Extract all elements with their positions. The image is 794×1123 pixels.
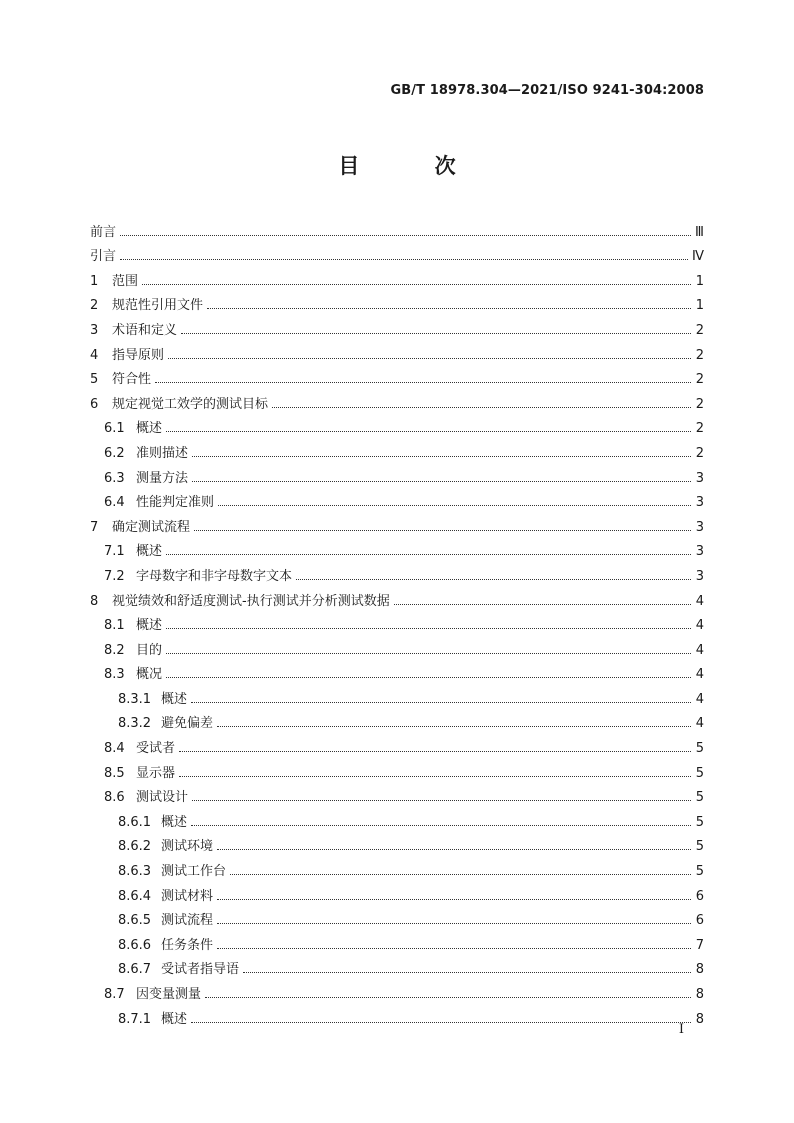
toc-entry-page: 2 [695,322,704,338]
toc-entry-page: 6 [695,913,704,929]
toc-entry-label: 指导原则 [112,347,165,363]
toc-leader-dots [192,456,691,457]
toc-leader-dots [296,579,691,580]
toc-leader-dots [166,653,691,654]
toc-entry-label: 前言 [90,224,117,240]
toc-entry[interactable] [90,535,704,560]
toc-entry[interactable] [90,707,704,732]
toc-leader-dots [166,431,691,432]
table-of-contents [90,215,704,1027]
toc-entry[interactable] [90,609,704,634]
toc-entry-label: 符合性 [112,372,152,388]
toc-entry-number: 8.6 [104,790,125,806]
page-number: I [678,1022,684,1037]
toc-entry-label: 规定视觉工效学的测试目标 [112,396,269,412]
toc-leader-dots [207,308,691,309]
toc-entry[interactable] [90,387,704,412]
toc-entry-number: 8.3 [104,667,125,683]
toc-entry-number: 3 [90,322,99,338]
toc-entry[interactable] [90,879,704,904]
toc-entry-label: 字母数字和非字母数字文本 [136,568,293,584]
toc-entry-label: 视觉绩效和舒适度测试-执行测试并分析测试数据 [112,593,390,609]
toc-leader-dots [120,259,688,260]
toc-entry-page: 4 [695,667,704,683]
toc-entry-page: 4 [695,691,704,707]
toc-entry-page: 3 [695,495,704,511]
toc-entry-label: 目的 [136,642,163,658]
toc-entry-page: 8 [695,962,704,978]
toc-entry[interactable] [90,731,704,756]
toc-entry-number: 7.1 [104,544,125,560]
toc-entry-label: 显示器 [136,765,176,781]
toc-entry[interactable] [90,363,704,388]
toc-entry[interactable] [90,240,704,265]
toc-entry[interactable] [90,264,704,289]
toc-leader-dots [272,407,691,408]
toc-entry-page: 5 [695,765,704,781]
toc-entry[interactable] [90,1002,704,1027]
toc-leader-dots [155,382,691,383]
standard-code: GB/T 18978.304—2021/ISO 9241-304:2008 [390,83,704,98]
toc-entry[interactable] [90,436,704,461]
toc-entry-page: 5 [695,864,704,880]
toc-entry-label: 范围 [112,273,139,289]
toc-entry-number: 7 [90,519,99,535]
toc-entry-number: 8.6.5 [118,913,152,929]
toc-entry-label: 测试工作台 [161,864,227,880]
toc-entry-label: 测试材料 [161,888,214,904]
toc-entry-label: 测试流程 [161,913,214,929]
toc-entry[interactable] [90,805,704,830]
toc-entry-page: 2 [695,421,704,437]
toc-entry-page: 8 [695,987,704,1002]
toc-entry-page: 8 [695,1011,704,1027]
toc-leader-dots [191,702,691,703]
toc-entry-number: 2 [90,298,99,314]
toc-entry-label: 概述 [161,1011,188,1027]
toc-entry[interactable] [90,756,704,781]
toc-entry-number: 8.3.1 [118,691,152,707]
toc-leader-dots [166,554,691,555]
toc-entry-page: 6 [695,888,704,904]
toc-entry-label: 测量方法 [136,470,189,486]
toc-entry-number: 7.2 [104,568,125,584]
toc-leader-dots [142,284,691,285]
toc-entry[interactable] [90,338,704,363]
toc-entry-number: 6.2 [104,445,125,461]
toc-entry-page: 2 [695,396,704,412]
toc-leader-dots [217,948,691,949]
toc-entry-page: 5 [695,814,704,830]
toc-entry-page: 4 [695,716,704,732]
toc-entry[interactable] [90,928,704,953]
toc-entry-number: 8.1 [104,618,125,634]
toc-entry-label: 概述 [136,618,163,634]
toc-entry-label: 概况 [136,667,163,683]
page-title: 目 次 [338,154,490,178]
toc-entry[interactable] [90,559,704,584]
toc-entry-number: 5 [90,372,99,388]
toc-entry-label: 因变量测量 [136,987,202,1002]
toc-leader-dots [243,972,691,973]
toc-entry-number: 8.4 [104,741,125,757]
toc-entry-page: 5 [695,741,704,757]
toc-leader-dots [230,874,691,875]
toc-leader-dots [179,776,691,777]
toc-leader-dots [205,997,691,998]
toc-entry-page: Ⅲ [695,224,704,240]
toc-entry-label: 受试者指导语 [161,962,240,978]
toc-entry[interactable] [90,633,704,658]
toc-entry-page: 4 [695,618,704,634]
toc-leader-dots [191,825,691,826]
toc-entry-number: 8.6.1 [118,814,152,830]
toc-entry-label: 术语和定义 [112,322,178,338]
toc-entry[interactable] [90,412,704,437]
toc-entry-number: 8.7.1 [118,1011,152,1027]
toc-entry[interactable] [90,289,704,314]
toc-entry-label: 测试设计 [136,790,189,806]
toc-entry-page: 1 [695,273,704,289]
toc-entry[interactable] [90,682,704,707]
toc-entry-number: 6.1 [104,421,125,437]
toc-entry-label: 受试者 [136,741,176,757]
toc-entry-number: 8 [90,593,99,609]
toc-entry[interactable] [90,486,704,511]
toc-entry-label: 概述 [136,544,163,560]
toc-entry[interactable] [90,510,704,535]
toc-entry-page: 2 [695,347,704,363]
toc-entry-number: 8.2 [104,642,125,658]
toc-leader-dots [217,899,691,900]
toc-leader-dots [179,751,691,752]
toc-entry-number: 6.4 [104,495,125,511]
toc-leader-dots [181,333,691,334]
toc-entry-number: 8.6.6 [118,937,152,953]
toc-entry-page: 4 [695,642,704,658]
toc-leader-dots [168,358,691,359]
toc-entry[interactable] [90,461,704,486]
toc-entry-label: 测试环境 [161,839,214,855]
toc-entry-number: 1 [90,273,99,289]
toc-entry[interactable] [90,977,704,1002]
toc-entry[interactable] [90,781,704,806]
toc-entry[interactable] [90,584,704,609]
toc-leader-dots [166,628,691,629]
toc-entry-number: 8.6.4 [118,888,152,904]
toc-entry[interactable] [90,953,704,978]
toc-leader-dots [218,505,691,506]
toc-entry-number: 8.6.3 [118,864,152,880]
toc-leader-dots [192,800,691,801]
toc-entry-number: 8.6.2 [118,839,152,855]
toc-entry-number: 4 [90,347,99,363]
toc-leader-dots [191,1022,691,1023]
toc-entry-label: 避免偏差 [161,716,214,732]
toc-entry[interactable] [90,830,704,855]
toc-entry-page: Ⅳ [692,249,704,265]
toc-entry-page: 3 [695,568,704,584]
toc-entry-number: 6.3 [104,470,125,486]
toc-entry[interactable] [90,904,704,929]
toc-leader-dots [166,677,691,678]
toc-entry-number: 6 [90,396,99,412]
toc-leader-dots [217,849,691,850]
toc-entry-page: 2 [695,372,704,388]
toc-entry-page: 3 [695,519,704,535]
toc-entry-page: 5 [695,790,704,806]
toc-entry[interactable] [90,313,704,338]
toc-entry-label: 概述 [161,814,188,830]
toc-entry-page: 4 [695,593,704,609]
toc-leader-dots [192,481,691,482]
toc-leader-dots [217,923,691,924]
toc-leader-dots [194,530,691,531]
toc-leader-dots [217,726,691,727]
toc-entry-page: 1 [695,298,704,314]
toc-entry-number: 8.5 [104,765,125,781]
toc-entry-label: 概述 [136,421,163,437]
toc-entry-label: 准则描述 [136,445,189,461]
toc-entry-number: 8.3.2 [118,716,152,732]
toc-entry-label: 性能判定准则 [136,495,215,511]
toc-entry-label: 任务条件 [161,937,214,953]
toc-entry-page: 3 [695,470,704,486]
toc-entry[interactable] [90,854,704,879]
toc-entry[interactable] [90,215,704,240]
toc-entry-page: 7 [695,937,704,953]
toc-entry-number: 8.7 [104,987,125,1002]
toc-entry-label: 规范性引用文件 [112,298,204,314]
toc-entry-label: 引言 [90,249,117,265]
toc-entry-label: 确定测试流程 [112,519,191,535]
toc-entry-number: 8.6.7 [118,962,152,978]
toc-entry-page: 2 [695,445,704,461]
toc-entry-label: 概述 [161,691,188,707]
toc-entry-page: 5 [695,839,704,855]
toc-entry-page: 3 [695,544,704,560]
toc-entry[interactable] [90,658,704,683]
toc-leader-dots [120,235,691,236]
toc-leader-dots [394,604,691,605]
